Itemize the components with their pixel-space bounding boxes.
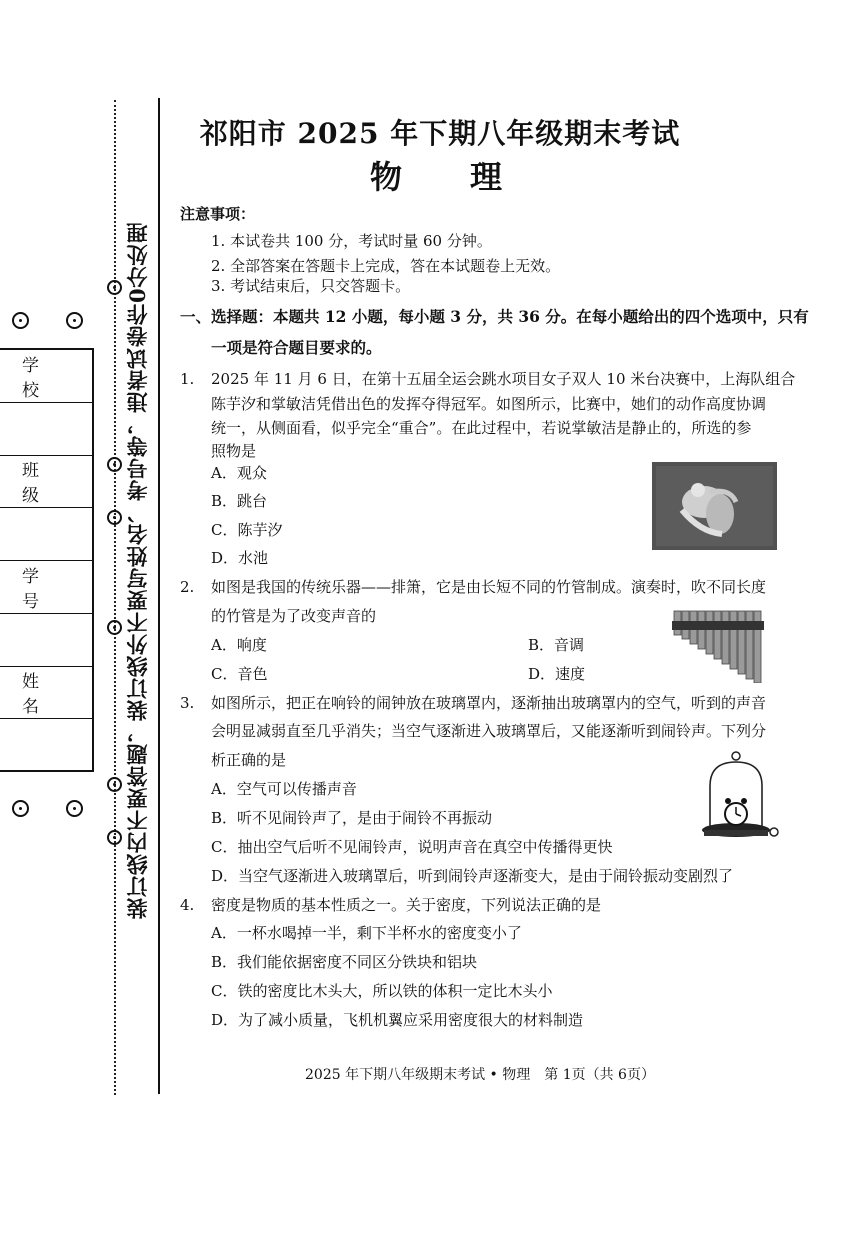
- exam-title: 祁阳市 2025 年下期八年级期末考试: [199, 117, 681, 150]
- question-text: 密度是物质的基本性质之一。关于密度，下列说法正确的是: [211, 896, 602, 914]
- question-number: 3.: [180, 694, 195, 712]
- school-label: 学校: [0, 350, 92, 403]
- option: B．听不见闹铃声了，是由于闹铃不再振动: [211, 809, 493, 827]
- option: D．速度: [528, 665, 586, 683]
- option: A．一杯水喝掉一半，剩下半杯水的密度变小了: [211, 924, 522, 942]
- question-text: 如图所示，把正在响铃的闹钟放在玻璃罩内，逐渐抽出玻璃罩内的空气，听到的声音: [211, 694, 767, 712]
- binding-dotted-line: [114, 100, 116, 1095]
- student-info-table: [0, 348, 94, 772]
- section-heading-cont: 一项是符合题目要求的。: [211, 338, 382, 357]
- question-text: 会明显减弱直至几乎消失；当空气逐渐进入玻璃罩后，又能逐渐听到闹铃声。下列分: [211, 722, 767, 740]
- question-text: 如图是我国的传统乐器——排箫，它是由长短不同的竹管制成。演奏时，吹不同长度: [211, 578, 767, 596]
- class-label: 班级: [0, 456, 92, 509]
- punch-hole-icon: [66, 312, 83, 329]
- question-number: 2.: [180, 578, 195, 596]
- notice-heading: 注意事项：: [180, 205, 256, 223]
- option: C．铁的密度比木头大，所以铁的体积一定比木头小: [211, 982, 553, 1000]
- option: B．跳台: [211, 492, 268, 510]
- option: D．水池: [211, 549, 269, 567]
- question-number: 1.: [180, 370, 195, 388]
- student-id-label: 学号: [0, 561, 92, 614]
- school-field[interactable]: [0, 403, 92, 456]
- option: C．抽出空气后听不见闹铃声，说明声音在真空中传播得更快: [211, 838, 613, 856]
- question-text: 陈芋汐和掌敏洁凭借出色的发挥夺得冠军。如图所示，比赛中，她们的动作高度协调: [211, 395, 767, 413]
- option: A．观众: [211, 464, 267, 482]
- question-text: 析正确的是: [211, 751, 287, 769]
- exam-subject: 物 理: [369, 158, 520, 196]
- pan-flute-figure: [672, 607, 767, 683]
- diving-photo: [652, 462, 777, 550]
- notice-item: 3. 考试结束后，只交答题卡。: [211, 277, 411, 295]
- punch-hole-icon: [12, 800, 29, 817]
- notice-item: 2. 全部答案在答题卡上完成，答在本试题卷上无效。: [211, 257, 561, 275]
- section-heading: 一、选择题：本题共 12 小题，每小题 3 分，共 36 分。在每小题给出的四个选项中，只有: [180, 307, 809, 326]
- option: D．为了减小质量，飞机机翼应采用密度很大的材料制造: [211, 1011, 584, 1029]
- binding-solid-line: [158, 98, 160, 1094]
- question-number: 4.: [180, 896, 195, 914]
- punch-hole-icon: [12, 312, 29, 329]
- bell-jar-figure: [700, 750, 780, 845]
- option: A．空气可以传播声音: [211, 780, 357, 798]
- option: A．响度: [211, 636, 267, 654]
- page-footer: 2025 年下期八年级期末考试 • 物理 第 1页（共 6页）: [305, 1067, 655, 1083]
- class-field[interactable]: [0, 508, 92, 561]
- name-label: 姓名: [0, 667, 92, 720]
- option: C．音色: [211, 665, 268, 683]
- option: B．音调: [528, 636, 585, 654]
- option: D．当空气逐渐进入玻璃罩后，听到闹铃声逐渐变大，是由于闹铃振动变剧烈了: [211, 867, 734, 885]
- question-text: 统一，从侧面看，似乎完全“重合”。在此过程中，若说掌敏洁是静止的，所选的参: [211, 419, 752, 437]
- name-field[interactable]: [0, 719, 92, 772]
- notice-item: 1. 本试卷共 100 分，考试时量 60 分钟。: [211, 232, 492, 250]
- question-text: 照物是: [211, 442, 257, 460]
- question-text: 2025 年 11 月 6 日，在第十五届全运会跳水项目女子双人 10 米台决赛中，上海队组合: [211, 370, 796, 388]
- option: C．陈芋汐: [211, 521, 283, 539]
- option: B．我们能依据密度不同区分铁块和铝块: [211, 953, 478, 971]
- punch-hole-icon: [66, 800, 83, 817]
- question-text: 的竹管是为了改变声音的: [211, 607, 377, 625]
- student-id-field[interactable]: [0, 614, 92, 667]
- binding-warning-text: 装订线内不要答题，装订线外不要写姓名、考号等，违者试卷作0分处理: [125, 221, 150, 919]
